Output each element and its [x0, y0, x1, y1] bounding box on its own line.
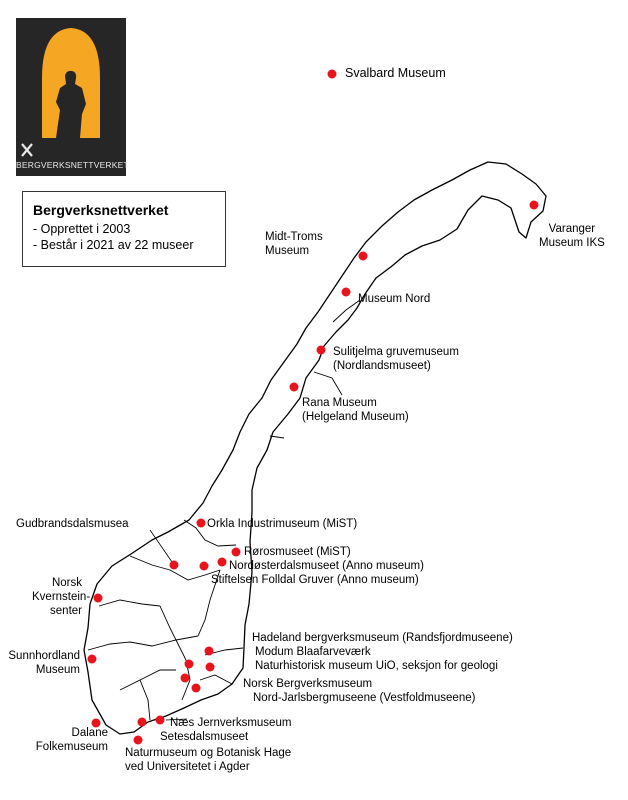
label-orkla: Orkla Industrimuseum (MiST) — [207, 518, 358, 530]
label-rana: Rana Museum (Helgeland Museum) — [302, 397, 409, 423]
marker-varanger — [530, 201, 539, 210]
info-title: Bergverksnettverket — [33, 202, 169, 218]
label-sunnhordland: Sunnhordland Museum — [8, 650, 80, 676]
label-sulitjelma: Sulitjelma gruvemuseum (Nordlandsmuseet) — [333, 346, 459, 372]
label-hadeland: Hadeland bergverksmuseum (Randsfjordmuseene) — [252, 632, 513, 644]
label-nordosterdal: Nordøsterdalsmuseet (Anno museum) — [229, 560, 424, 572]
label-bergverks: Norsk Bergverksmuseum — [243, 678, 373, 690]
logo-text: BERGVERKSNETTVERKET — [16, 160, 129, 170]
marker-setesdal — [138, 718, 147, 727]
marker-orkla — [197, 519, 206, 528]
marker-museum-nord — [342, 288, 351, 297]
marker-svalbard — [328, 70, 337, 79]
marker-sunnhordland — [88, 655, 97, 664]
marker-nordosterdal — [218, 558, 227, 567]
label-svalbard: Svalbard Museum — [345, 66, 446, 80]
label-kvernstein: Norsk Kvernstein- senter — [32, 577, 91, 617]
logo — [16, 18, 129, 176]
marker-gudbrandsdal — [170, 561, 179, 570]
label-modum: Modum Blaafarveværk — [255, 646, 371, 658]
marker-jarlsberg — [192, 684, 201, 693]
label-roros: Rørosmuseet (MiST) — [244, 546, 351, 558]
info-line-members: - Består i 2021 av 22 museer — [33, 238, 194, 252]
label-dalane: Dalane Folkemuseum — [35, 727, 108, 753]
marker-modum — [185, 660, 194, 669]
marker-sulitjelma — [317, 346, 326, 355]
marker-hadeland — [205, 647, 214, 656]
marker-roros — [232, 548, 241, 557]
label-folldal: Stiftelsen Folldal Gruver (Anno museum) — [211, 574, 419, 586]
marker-bergverks — [181, 674, 190, 683]
marker-rana — [290, 383, 299, 392]
marker-kvernstein — [94, 594, 103, 603]
label-naes: Næs Jernverksmuseum — [170, 717, 292, 729]
label-midt-troms: Midt-Troms Museum — [265, 231, 323, 257]
logo-graphic — [16, 18, 129, 176]
marker-agder — [134, 736, 143, 745]
hammer-pick-icon — [22, 144, 32, 156]
label-setesdal: Setesdalsmuseet — [160, 731, 249, 743]
label-agder: Naturmuseum og Botanisk Hage ved Universitetet i Agder — [125, 747, 292, 773]
label-museum-nord: Museum Nord — [358, 293, 431, 305]
label-jarlsberg: Nord-Jarlsbergmuseene (Vestfoldmuseene) — [253, 692, 476, 704]
marker-midt-troms — [359, 252, 368, 261]
info-line-founded: - Opprettet i 2003 — [33, 222, 131, 236]
info-box — [22, 191, 226, 267]
marker-folldal — [200, 562, 209, 571]
marker-naes — [156, 716, 165, 725]
marker-nhm — [206, 663, 215, 672]
label-varanger: Varanger Museum IKS — [539, 223, 605, 249]
label-nhm: Naturhistorisk museum UiO, seksjon for geologi — [255, 660, 498, 672]
label-gudbrandsdal: Gudbrandsdalsmusea — [16, 518, 129, 530]
